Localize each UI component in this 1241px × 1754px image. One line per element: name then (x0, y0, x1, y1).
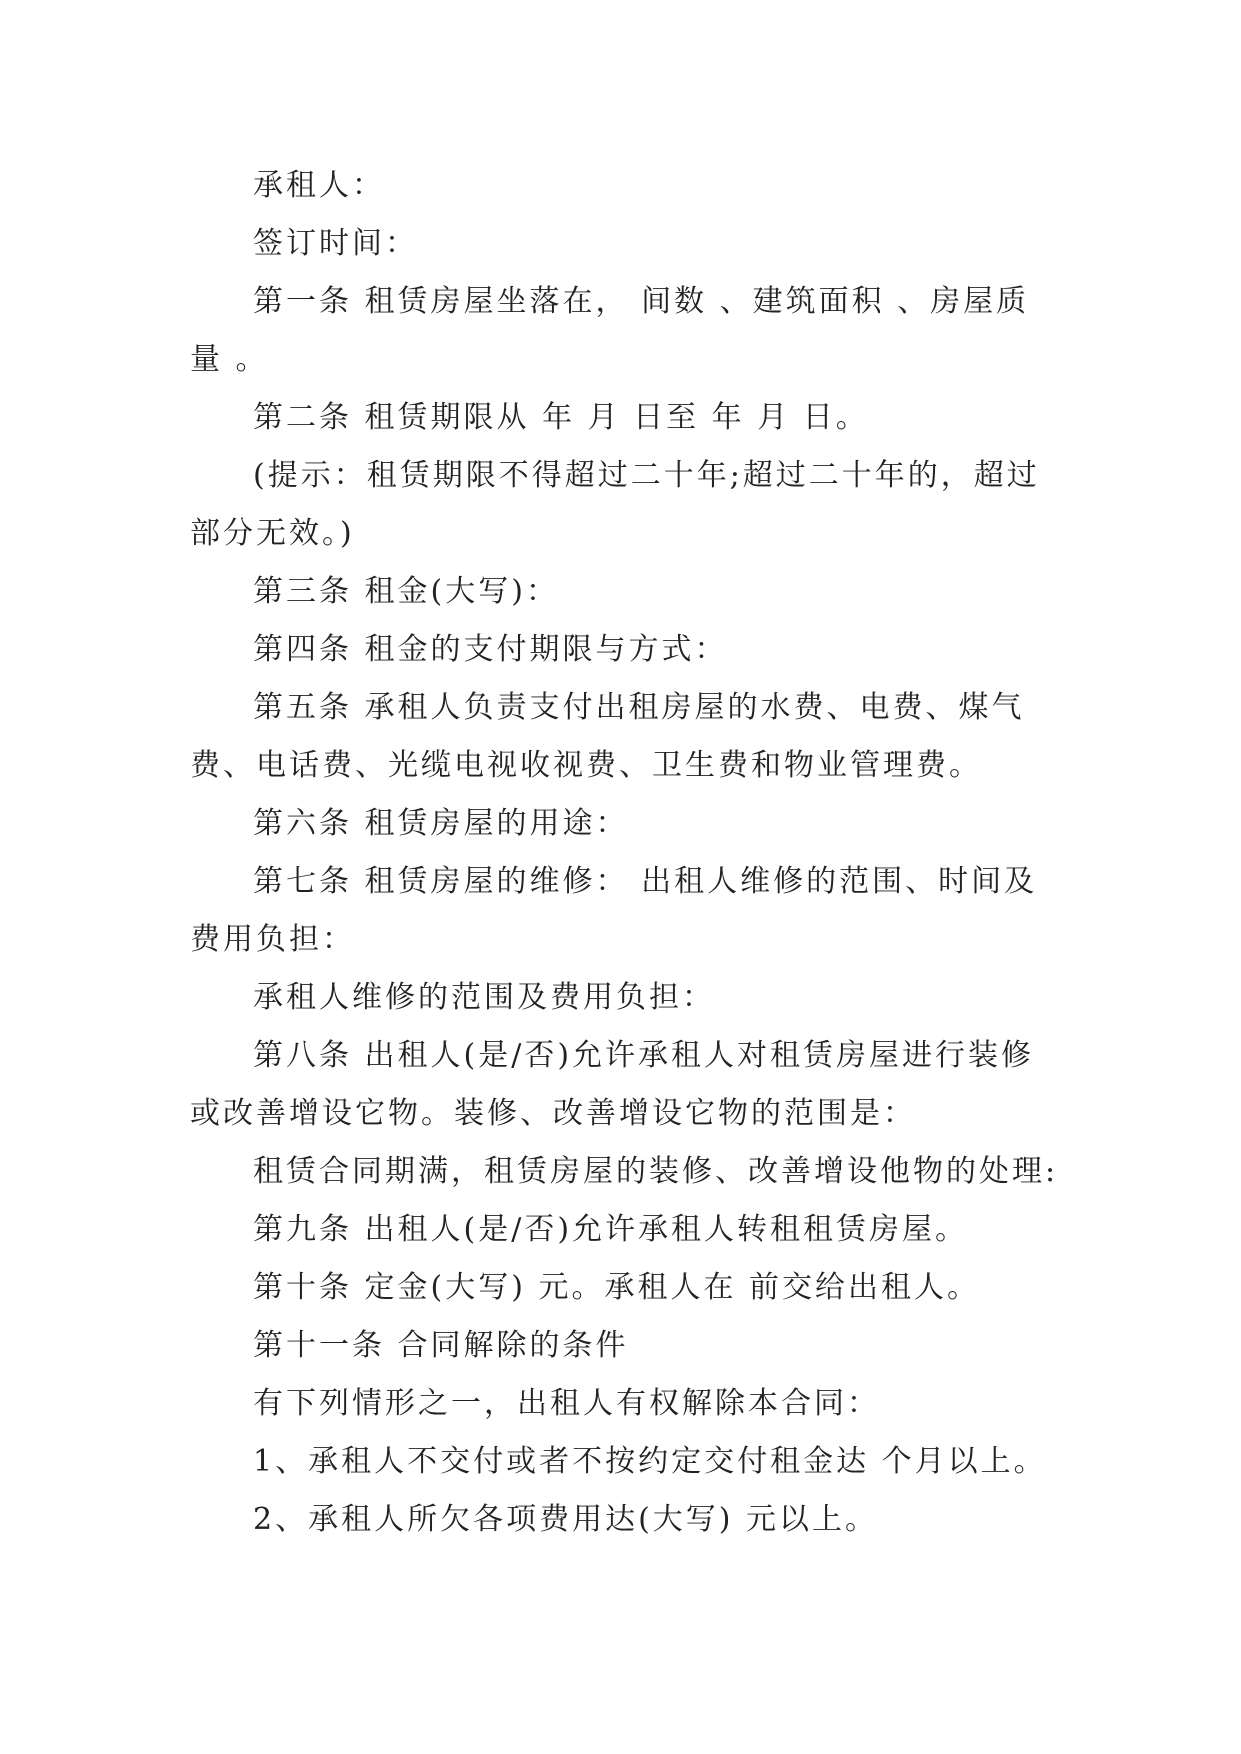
article-11: 第十一条 合同解除的条件 (253, 1328, 629, 1363)
document-body (190, 157, 1060, 1549)
article-2-note: (提示：租赁期限不得超过二十年;超过二十年的，超过部分无效。) (190, 458, 1040, 551)
article-7-lessee-repair: 承租人维修的范围及费用负担： (253, 980, 715, 1015)
article-4: 第四条 租金的支付期限与方式： (253, 632, 728, 667)
article-8-expiry: 租赁合同期满，租赁房屋的装修、改善增设他物的处理: (253, 1154, 1059, 1189)
signing-date-line: 签订时间： (253, 226, 418, 261)
article-9: 第九条 出租人(是/否)允许承租人转租租赁房屋。 (253, 1212, 969, 1247)
article-2: 第二条 租赁期限从 年 月 日至 年 月 日。 (253, 400, 869, 435)
article-3: 第三条 租金(大写)： (253, 574, 559, 609)
article-11-item-2: 2、承租人所欠各项费用达(大写) 元以上。 (253, 1502, 879, 1537)
article-11-intro: 有下列情形之一，出租人有权解除本合同： (253, 1386, 880, 1421)
article-1: 第一条 租赁房屋坐落在， 间数 、建筑面积 、房屋质量 。 (190, 284, 1030, 377)
article-6: 第六条 租赁房屋的用途： (253, 806, 629, 841)
lessee-line: 承租人： (253, 168, 385, 203)
article-10: 第十条 定金(大写) 元。承租人在 前交给出租人。 (253, 1270, 981, 1305)
article-7: 第七条 租赁房屋的维修： 出租人维修的范围、时间及费用负担： (190, 864, 1038, 957)
article-11-item-1: 1、承租人不交付或者不按约定交付租金达 个月以上。 (253, 1444, 1047, 1479)
article-8: 第八条 出租人(是/否)允许承租人对租赁房屋进行装修或改善增设它物。装修、改善增设它物的范围是： (190, 1038, 1035, 1131)
article-5: 第五条 承租人负责支付出租房屋的水费、电费、煤气费、电话费、光缆电视收视费、卫生费和物业管理费。 (190, 690, 1025, 783)
